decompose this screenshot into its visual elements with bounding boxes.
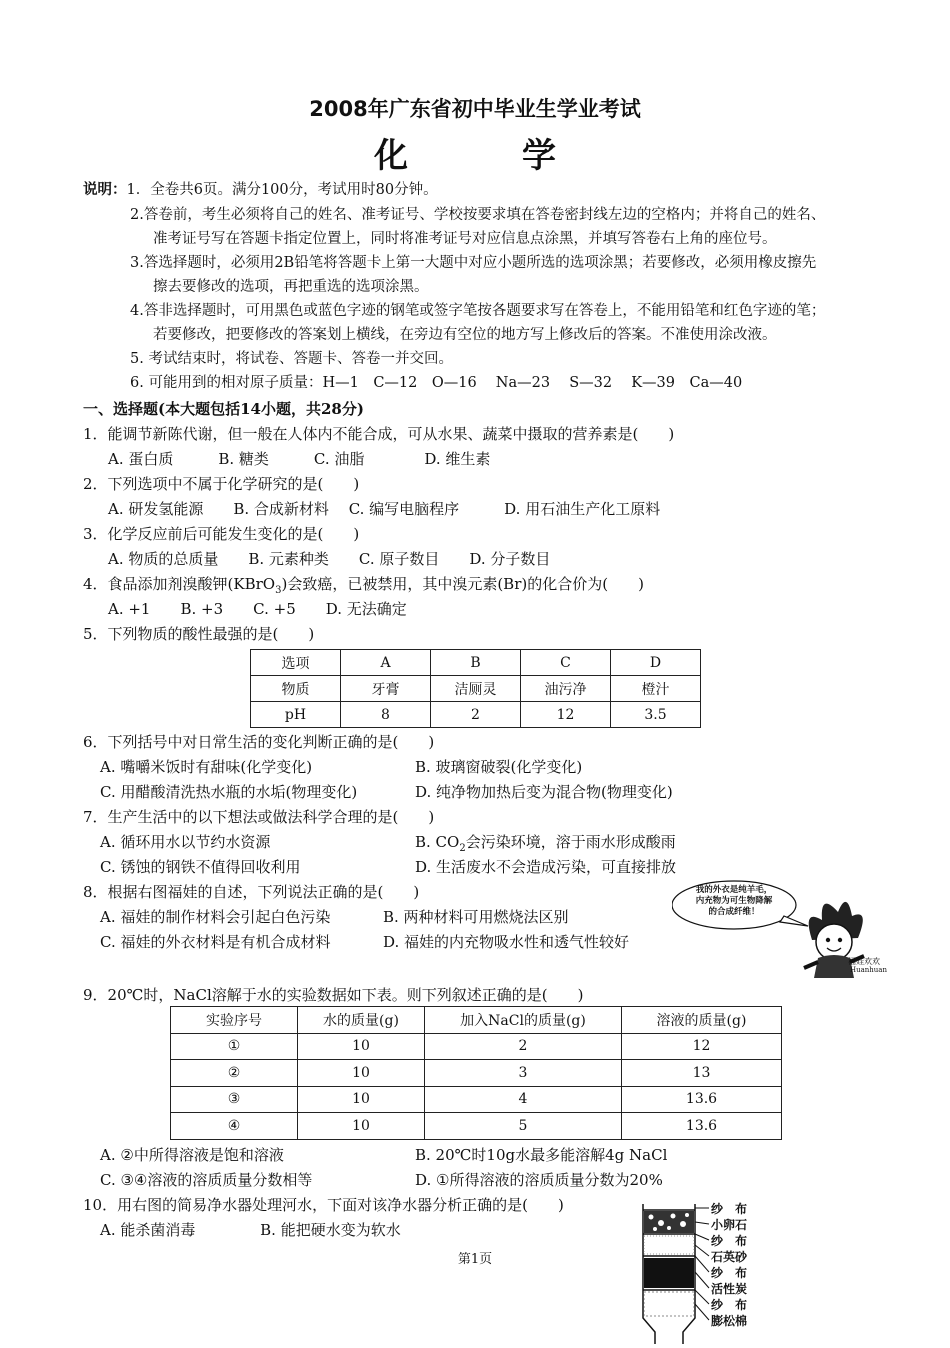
fuwa-speech-bubble: 我的外衣是纯羊毛， 内充物为可生物降解 的合成纤维！ bbox=[695, 885, 773, 917]
question-9-option-a: A. ②中所得溶液是饱和溶液 bbox=[100, 1146, 284, 1164]
filter-label-gauze-1: 纱 布 bbox=[711, 1202, 748, 1216]
question-6-option-d: D. 纯净物加热后变为混合物(物理变化) bbox=[415, 783, 673, 801]
instructions-line-6: 4.答非选择题时，可用黑色或蓝色字迹的钢笔或签字笔按各题要求写在答卷上，不能用铅笔和红色字迹的笔； bbox=[130, 303, 826, 319]
table-row: ① 10 2 12 bbox=[171, 1033, 782, 1060]
question-3-stem: 3．化学反应前后可能发生变化的是( ) bbox=[83, 525, 360, 543]
question-2-stem: 2．下列选项中不属于化学研究的是( ) bbox=[83, 475, 360, 493]
fuwa-caption-en: Huanhuan bbox=[850, 966, 887, 974]
instructions-label: 说明： bbox=[83, 181, 127, 198]
question-2-options: A. 研发氢能源 B. 合成新材料 C. 编写电脑程序 D. 用石油生产化工原料 bbox=[108, 500, 661, 518]
question-6-option-c: C. 用醋酸清洗热水瓶的水垢(物理变化) bbox=[100, 783, 358, 801]
table-row: ④ 10 5 13.6 bbox=[171, 1113, 782, 1140]
instructions-line-2: 2.答卷前，考生必须将自己的姓名、准考证号、学校按要求填在答卷密封线左边的空格内；并将自己的姓名、 bbox=[130, 207, 826, 223]
table-row: ② 10 3 13 bbox=[171, 1060, 782, 1087]
filter-label-cotton: 膨松棉 bbox=[711, 1314, 748, 1328]
question-10-stem: 10．用右图的简易净水器处理河水，下面对该净水器分析正确的是( ) bbox=[83, 1196, 564, 1214]
question-7-option-b: B. $CO_2$会污染环境，溶于雨水形成酸雨 bbox=[415, 833, 676, 854]
filter-label-gauze-3: 纱 布 bbox=[711, 1266, 748, 1280]
nacl-table bbox=[170, 1006, 782, 1140]
filter-label-quartz-sand: 石英砂 bbox=[711, 1250, 748, 1264]
question-7-option-a: A. 循环用水以节约水资源 bbox=[100, 833, 271, 851]
fuwa-caption: 福娃欢欢 bbox=[848, 957, 880, 966]
filter-label-activated-carbon: 活性炭 bbox=[711, 1282, 748, 1296]
filter-label-gauze-2: 纱 布 bbox=[711, 1234, 748, 1248]
filter-label-pebbles: 小卵石 bbox=[711, 1218, 748, 1232]
instructions-line-3: 准考证号写在答题卡指定位置上，同时将准考证号对应信息点涂黑，并填写答卷右上角的座位号。 bbox=[153, 231, 777, 247]
question-6-stem: 6．下列括号中对日常生活的变化判断正确的是( ) bbox=[83, 733, 435, 751]
instructions-line-4: 3.答选择题时，必须用2B铅笔将答题卡上第一大题中对应小题所选的选项涂黑；若要修改，必须用橡皮擦先 bbox=[130, 255, 817, 271]
table-header-row: 实验序号 水的质量(g) 加入NaCl的质量(g) 溶液的质量(g) bbox=[171, 1007, 782, 1034]
question-8-option-c: C. 福娃的外衣材料是有机合成材料 bbox=[100, 933, 331, 951]
section-heading: 一、选择题(本大题包括14小题，共28分) bbox=[83, 400, 364, 418]
table-row: ③ 10 4 13.6 bbox=[171, 1086, 782, 1113]
question-9-option-b: B. 20℃时10g水最多能溶解4g NaCl bbox=[415, 1146, 668, 1164]
question-10-options: A. 能杀菌消毒 B. 能把硬水变为软水 bbox=[100, 1221, 401, 1239]
question-1-options: A. 蛋白质 B. 糖类 C. 油脂 D. 维生素 bbox=[108, 450, 491, 468]
question-8-option-d: D. 福娃的内充物吸水性和透气性较好 bbox=[383, 933, 630, 951]
question-9-option-d: D. ①所得溶液的溶质质量分数为20% bbox=[415, 1171, 663, 1189]
instructions-line-1: 说明：1．全卷共6页。满分100分，考试用时80分钟。 bbox=[83, 181, 438, 198]
question-7-stem: 7．生产生活中的以下想法或做法科学合理的是( ) bbox=[83, 808, 435, 826]
question-1-stem: 1．能调节新陈代谢，但一般在人体内不能合成，可从水果、蔬菜中摄取的营养素是( ) bbox=[83, 425, 675, 443]
ph-table bbox=[250, 649, 701, 728]
question-8-option-b: B. 两种材料可用燃烧法区别 bbox=[383, 908, 569, 926]
question-6-option-a: A. 嘴嚼米饭时有甜味(化学变化) bbox=[100, 758, 313, 776]
question-4-stem: 4．食品添加剂溴酸钾(KBrO$_3$)会致癌，已被禁用，其中溴元素(Br)的化合价为( ) bbox=[83, 575, 644, 596]
instructions-line-9: 6. 可能用到的相对原子质量：H—1 C—12 O—16 Na—23 S—32 K—39 Ca—40 bbox=[130, 375, 743, 391]
question-9-option-c: C. ③④溶液的溶质质量分数相等 bbox=[100, 1171, 313, 1189]
exam-title: 2008年广东省初中毕业生学业考试 bbox=[309, 97, 641, 121]
question-7-option-d: D. 生活废水不会造成污染，可直接排放 bbox=[415, 858, 677, 876]
instructions-line-5: 擦去要修改的选项，再把重选的选项涂黑。 bbox=[153, 279, 429, 295]
question-5-stem: 5．下列物质的酸性最强的是( ) bbox=[83, 625, 315, 643]
question-8-stem: 8．根据右图福娃的自述，下列说法正确的是( ) bbox=[83, 883, 420, 901]
subject-title: 化 学 bbox=[374, 136, 596, 176]
question-7-option-c: C. 锈蚀的钢铁不值得回收利用 bbox=[100, 858, 301, 876]
table-row: 选项 A B C D bbox=[251, 650, 701, 676]
question-8-option-a: A. 福娃的制作材料会引起白色污染 bbox=[100, 908, 331, 926]
water-filter-diagram bbox=[625, 1200, 795, 1344]
instructions-line-8: 5. 考试结束时，将试卷、答题卡、答卷一并交回。 bbox=[130, 351, 453, 367]
table-row: 物质 牙膏 洁厕灵 油污净 橙汁 bbox=[251, 676, 701, 702]
question-6-option-b: B. 玻璃窗破裂(化学变化) bbox=[415, 758, 583, 776]
question-4-options: A. +1 B. +3 C. +5 D. 无法确定 bbox=[108, 600, 407, 618]
water-filter-svg bbox=[625, 1200, 795, 1344]
question-9-stem: 9．20℃时，NaCl溶解于水的实验数据如下表。则下列叙述正确的是( ) bbox=[83, 986, 584, 1004]
instructions-line-7: 若要修改，把要修改的答案划上横线，在旁边有空位的地方写上修改后的答案。不准使用涂改液。 bbox=[153, 327, 777, 343]
question-3-options: A. 物质的总质量 B. 元素种类 C. 原子数目 D. 分子数目 bbox=[108, 550, 551, 568]
filter-label-gauze-4: 纱 布 bbox=[711, 1298, 748, 1312]
table-row: pH 8 2 12 3.5 bbox=[251, 702, 701, 728]
page-number: 第1页 bbox=[457, 1252, 493, 1267]
